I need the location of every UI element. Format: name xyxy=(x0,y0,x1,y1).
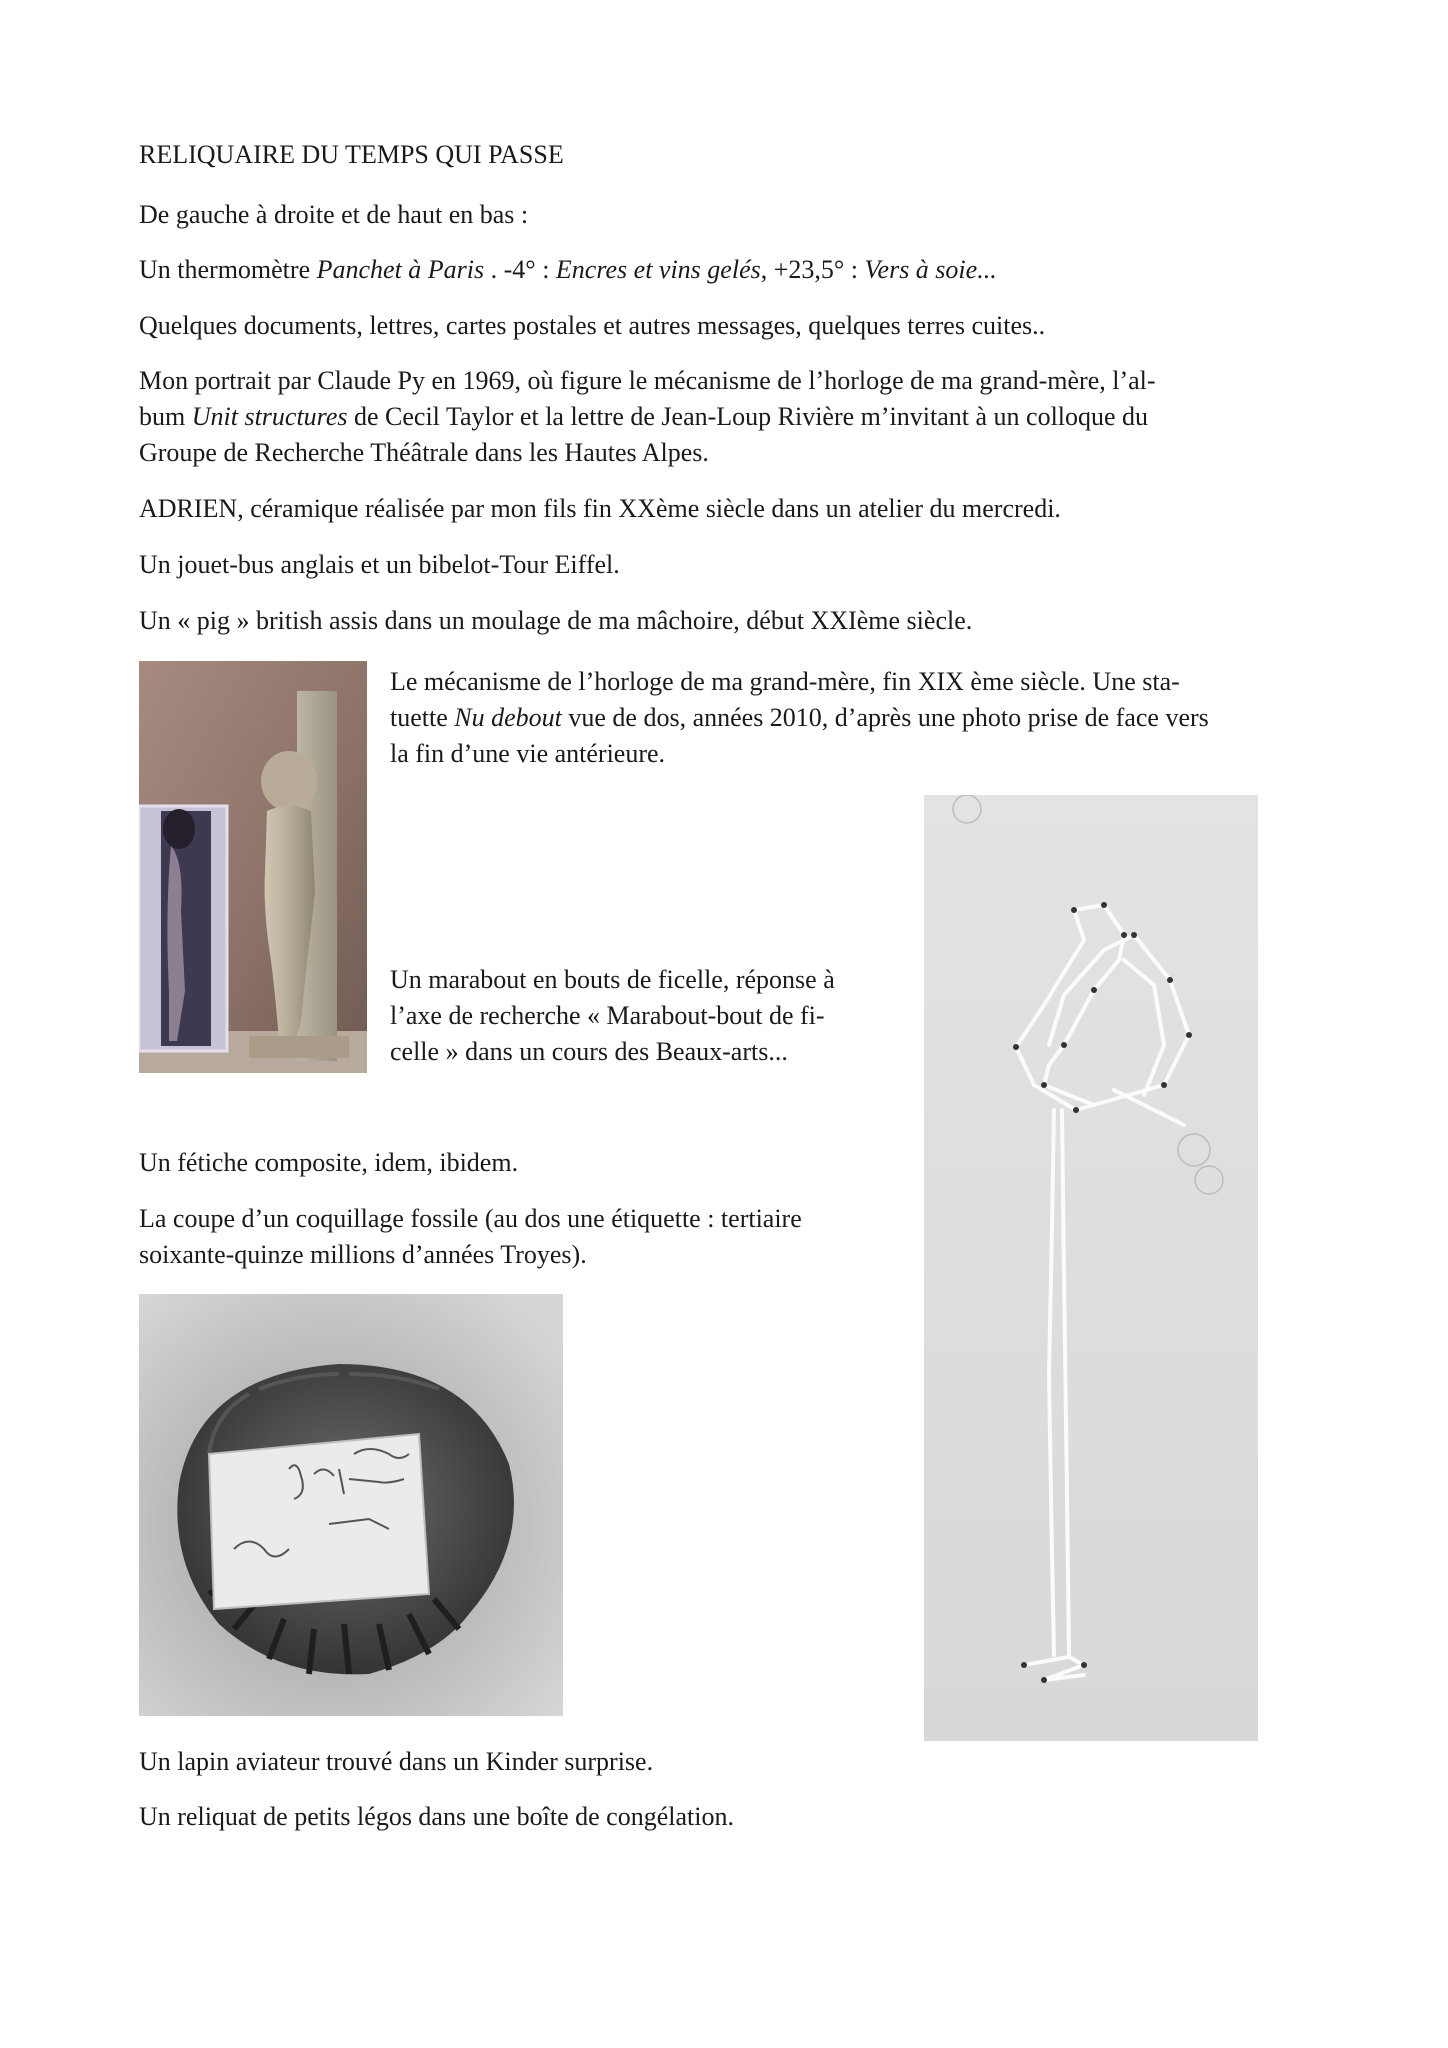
horloge-line-1: Le mécanisme de l’horloge de ma grand-mère, fin XIX ème siècle. Une sta- xyxy=(390,667,1180,696)
pig-text: Un « pig » british assis dans un moulage de ma mâchoire, début XXIème siècle. xyxy=(139,606,973,635)
documents-text: Quelques documents, lettres, cartes postales et autres messages, quelques terres cuites.. xyxy=(139,311,1046,340)
portrait-line-2c: de Cecil Taylor et la lettre de Jean-Loup Rivière m’invitant à un colloque du xyxy=(347,402,1149,431)
horloge-line-3: la fin d’une vie antérieure. xyxy=(390,739,666,768)
page-title: RELIQUAIRE DU TEMPS QUI PASSE xyxy=(139,140,564,169)
portrait-line-3: Groupe de Recherche Théâtrale dans les Hautes Alpes. xyxy=(139,438,709,467)
album-title: Unit structures xyxy=(191,402,348,431)
thermo-part-e: , +23,5° : xyxy=(760,255,865,284)
marabout-photo xyxy=(924,795,1258,1741)
adrien-text: ADRIEN, céramique réalisée par mon fils fin XXème siècle dans un atelier du mercredi. xyxy=(139,494,1061,523)
lapin-text: Un lapin aviateur trouvé dans un Kinder surprise. xyxy=(139,1747,654,1776)
statuette-title: Nu debout xyxy=(454,703,562,732)
coupe-line-1: La coupe d’un coquillage fossile (au dos une étiquette : tertiaire xyxy=(139,1204,802,1233)
thermo-part-b: Panchet à Paris xyxy=(316,255,485,284)
marabout-line-1: Un marabout en bouts de ficelle, réponse à xyxy=(390,965,835,994)
intro-text: De gauche à droite et de haut en bas : xyxy=(139,200,529,229)
statuette-photo xyxy=(139,661,367,1073)
thermo-part-c: . -4° : xyxy=(484,255,556,284)
bus-text: Un jouet-bus anglais et un bibelot-Tour Eiffel. xyxy=(139,550,620,579)
thermo-part-a: Un thermomètre xyxy=(139,255,317,284)
horloge-line-2c: vue de dos, années 2010, d’après une photo prise de face vers xyxy=(561,703,1209,732)
thermo-part-f: Vers à soie... xyxy=(864,255,997,284)
legos-text: Un reliquat de petits légos dans une boîte de congélation. xyxy=(139,1802,734,1831)
thermo-part-d: Encres et vins gelés xyxy=(555,255,761,284)
fetiche-text: Un fétiche composite, idem, ibidem. xyxy=(139,1148,519,1177)
coupe-line-2: soixante-quinze millions d’années Troyes). xyxy=(139,1240,587,1269)
marabout-line-3: celle » dans un cours des Beaux-arts... xyxy=(390,1037,788,1066)
portrait-line-2 xyxy=(139,399,1148,435)
horloge-line-2a: tuette xyxy=(390,703,455,732)
marabout-line-2: l’axe de recherche « Marabout-bout de fi- xyxy=(390,1001,825,1030)
portrait-line-1: Mon portrait par Claude Py en 1969, où figure le mécanisme de l’horloge de ma grand-mère, l’al- xyxy=(139,366,1156,395)
fossil-shell-photo xyxy=(139,1294,563,1716)
horloge-line-2 xyxy=(390,700,1209,736)
thermometer-text xyxy=(139,252,997,288)
portrait-line-2a: bum xyxy=(139,402,192,431)
